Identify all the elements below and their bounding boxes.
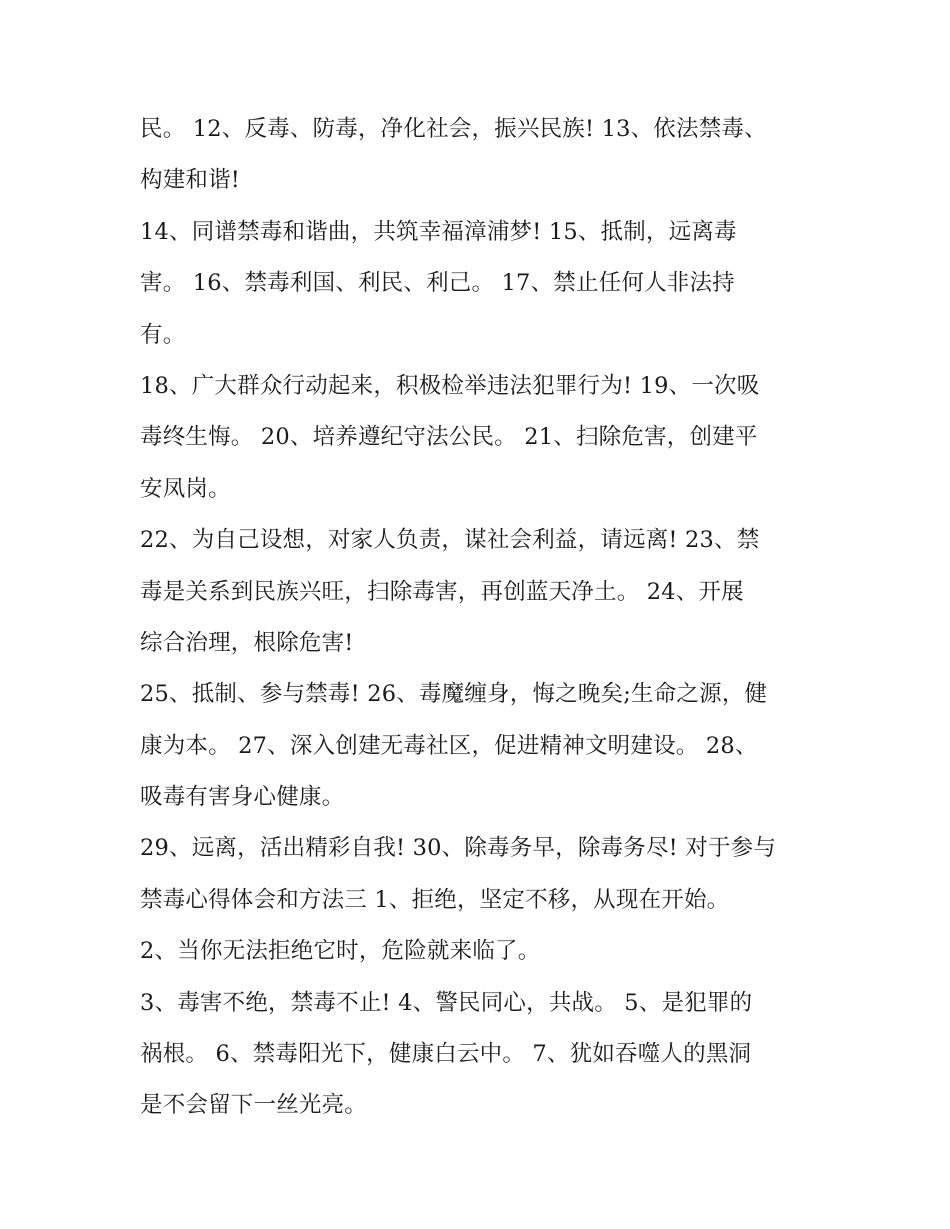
text-line: 综合治理，根除危害! (140, 629, 354, 656)
text-line: 吸毒有害身心健康。 (140, 784, 345, 811)
text-line: 14、同谱禁毒和谐曲，共筑幸福漳浦梦! 15、抵制，远离毒 (140, 218, 737, 245)
text-line: 康为本。 27、深入创建无毒社区，促进精神文明建设。 28、 (140, 732, 758, 759)
text-line: 3、毒害不绝，禁毒不止! 4、警民同心，共战。 5、是犯罪的 (140, 989, 753, 1016)
text-line: 22、为自己设想，对家人负责，谋社会利益，请远离! 23、禁 (140, 527, 760, 554)
document-body (140, 104, 820, 1132)
text-line: 毒终生悔。 20、培养遵纪守法公民。 21、扫除危害，创建平 (140, 424, 758, 451)
text-line: 毒是关系到民族兴旺，扫除毒害，再创蓝天净土。 24、开展 (140, 578, 744, 605)
text-line: 安凤岗。 (140, 475, 231, 502)
text-line: 禁毒心得体会和方法三 1、拒绝，坚定不移，从现在开始。 (140, 886, 730, 913)
text-line: 29、远离，活出精彩自我! 30、除毒务早，除毒务尽! 对于参与 (140, 835, 777, 862)
text-line: 有。 (140, 321, 186, 348)
text-line: 是不会留下一丝光亮。 (140, 1092, 368, 1119)
text-line: 民。 12、反毒、防毒，净化社会，振兴民族! 13、依法禁毒、 (140, 116, 767, 142)
text-line: 18、广大群众行动起来，积极检举违法犯罪行为! 19、一次吸 (140, 372, 760, 399)
text-line: 25、抵制、参与禁毒! 26、毒魔缠身，悔之晚矣;生命之源，健 (140, 681, 768, 708)
text-line: 2、当你无法拒绝它时，危险就来临了。 (140, 938, 541, 965)
text-line: 祸根。 6、禁毒阳光下，健康白云中。 7、犹如吞噬人的黑洞 (140, 1041, 752, 1068)
text-line: 构建和谐! (140, 167, 241, 194)
text-line: 害。 16、禁毒利国、利民、利己。 17、禁止任何人非法持 (140, 270, 735, 297)
